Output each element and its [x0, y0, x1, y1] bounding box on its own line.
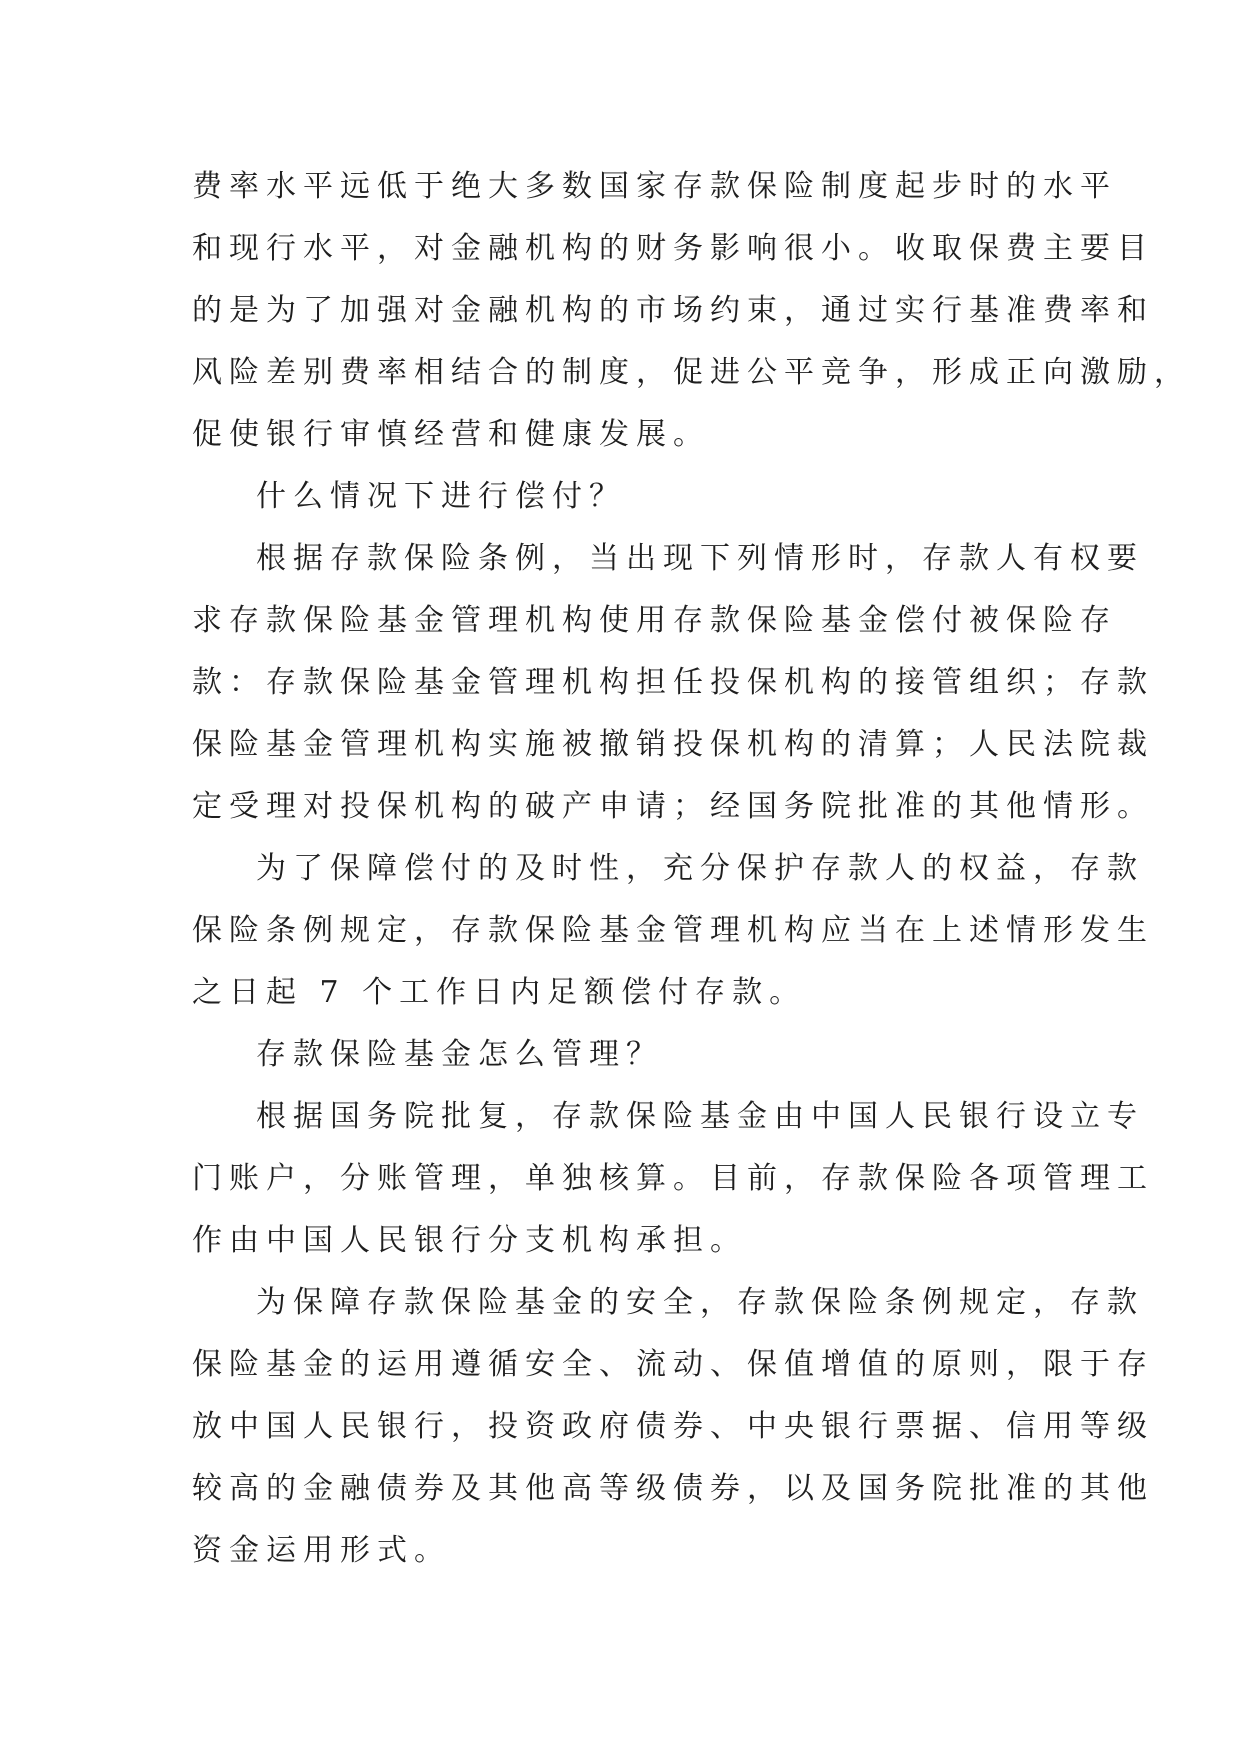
text-line: 求存款保险基金管理机构使用存款保险基金偿付被保险存 — [192, 603, 1117, 638]
body-text — [192, 156, 1191, 1582]
text-line: 保险条例规定，存款保险基金管理机构应当在上述情形发生 — [192, 913, 1154, 948]
text-line: 风险差别费率相结合的制度，促进公平竞争，形成正向激励， — [192, 355, 1191, 390]
paragraph-start-line: 为保障存款保险基金的安全，存款保险条例规定，存款 — [256, 1285, 1144, 1320]
text-line: 和现行水平，对金融机构的财务影响很小。收取保费主要目 — [192, 231, 1154, 266]
text-line: 促使银行审慎经营和健康发展。 — [192, 417, 710, 452]
text-line: 定受理对投保机构的破产申请；经国务院批准的其他情形。 — [192, 789, 1154, 824]
text-line: 门账户，分账管理，单独核算。目前，存款保险各项管理工 — [192, 1161, 1154, 1196]
text-line: 保险基金的运用遵循安全、流动、保值增值的原则，限于存 — [192, 1347, 1154, 1382]
text-line: 放中国人民银行，投资政府债券、中央银行票据、信用等级 — [192, 1409, 1154, 1444]
text-line: 之日起 7 个工作日内足额偿付存款。 — [192, 975, 807, 1010]
paragraph-start-line: 根据存款保险条例，当出现下列情形时，存款人有权要 — [256, 541, 1144, 576]
text-line: 作由中国人民银行分支机构承担。 — [192, 1223, 747, 1258]
text-line: 保险基金管理机构实施被撤销投保机构的清算；人民法院裁 — [192, 727, 1154, 762]
paragraph-start-line: 根据国务院批复，存款保险基金由中国人民银行设立专 — [256, 1099, 1144, 1134]
text-line: 资金运用形式。 — [192, 1533, 451, 1568]
paragraph-start-line: 为了保障偿付的及时性，充分保护存款人的权益，存款 — [256, 851, 1144, 886]
text-line: 款：存款保险基金管理机构担任投保机构的接管组织；存款 — [192, 665, 1154, 700]
section-heading: 什么情况下进行偿付？ — [256, 479, 626, 514]
section-heading: 存款保险基金怎么管理？ — [256, 1037, 663, 1072]
text-line: 费率水平远低于绝大多数国家存款保险制度起步时的水平 — [192, 169, 1117, 204]
text-line: 的是为了加强对金融机构的市场约束，通过实行基准费率和 — [192, 293, 1154, 328]
text-line: 较高的金融债券及其他高等级债券，以及国务院批准的其他 — [192, 1471, 1154, 1506]
